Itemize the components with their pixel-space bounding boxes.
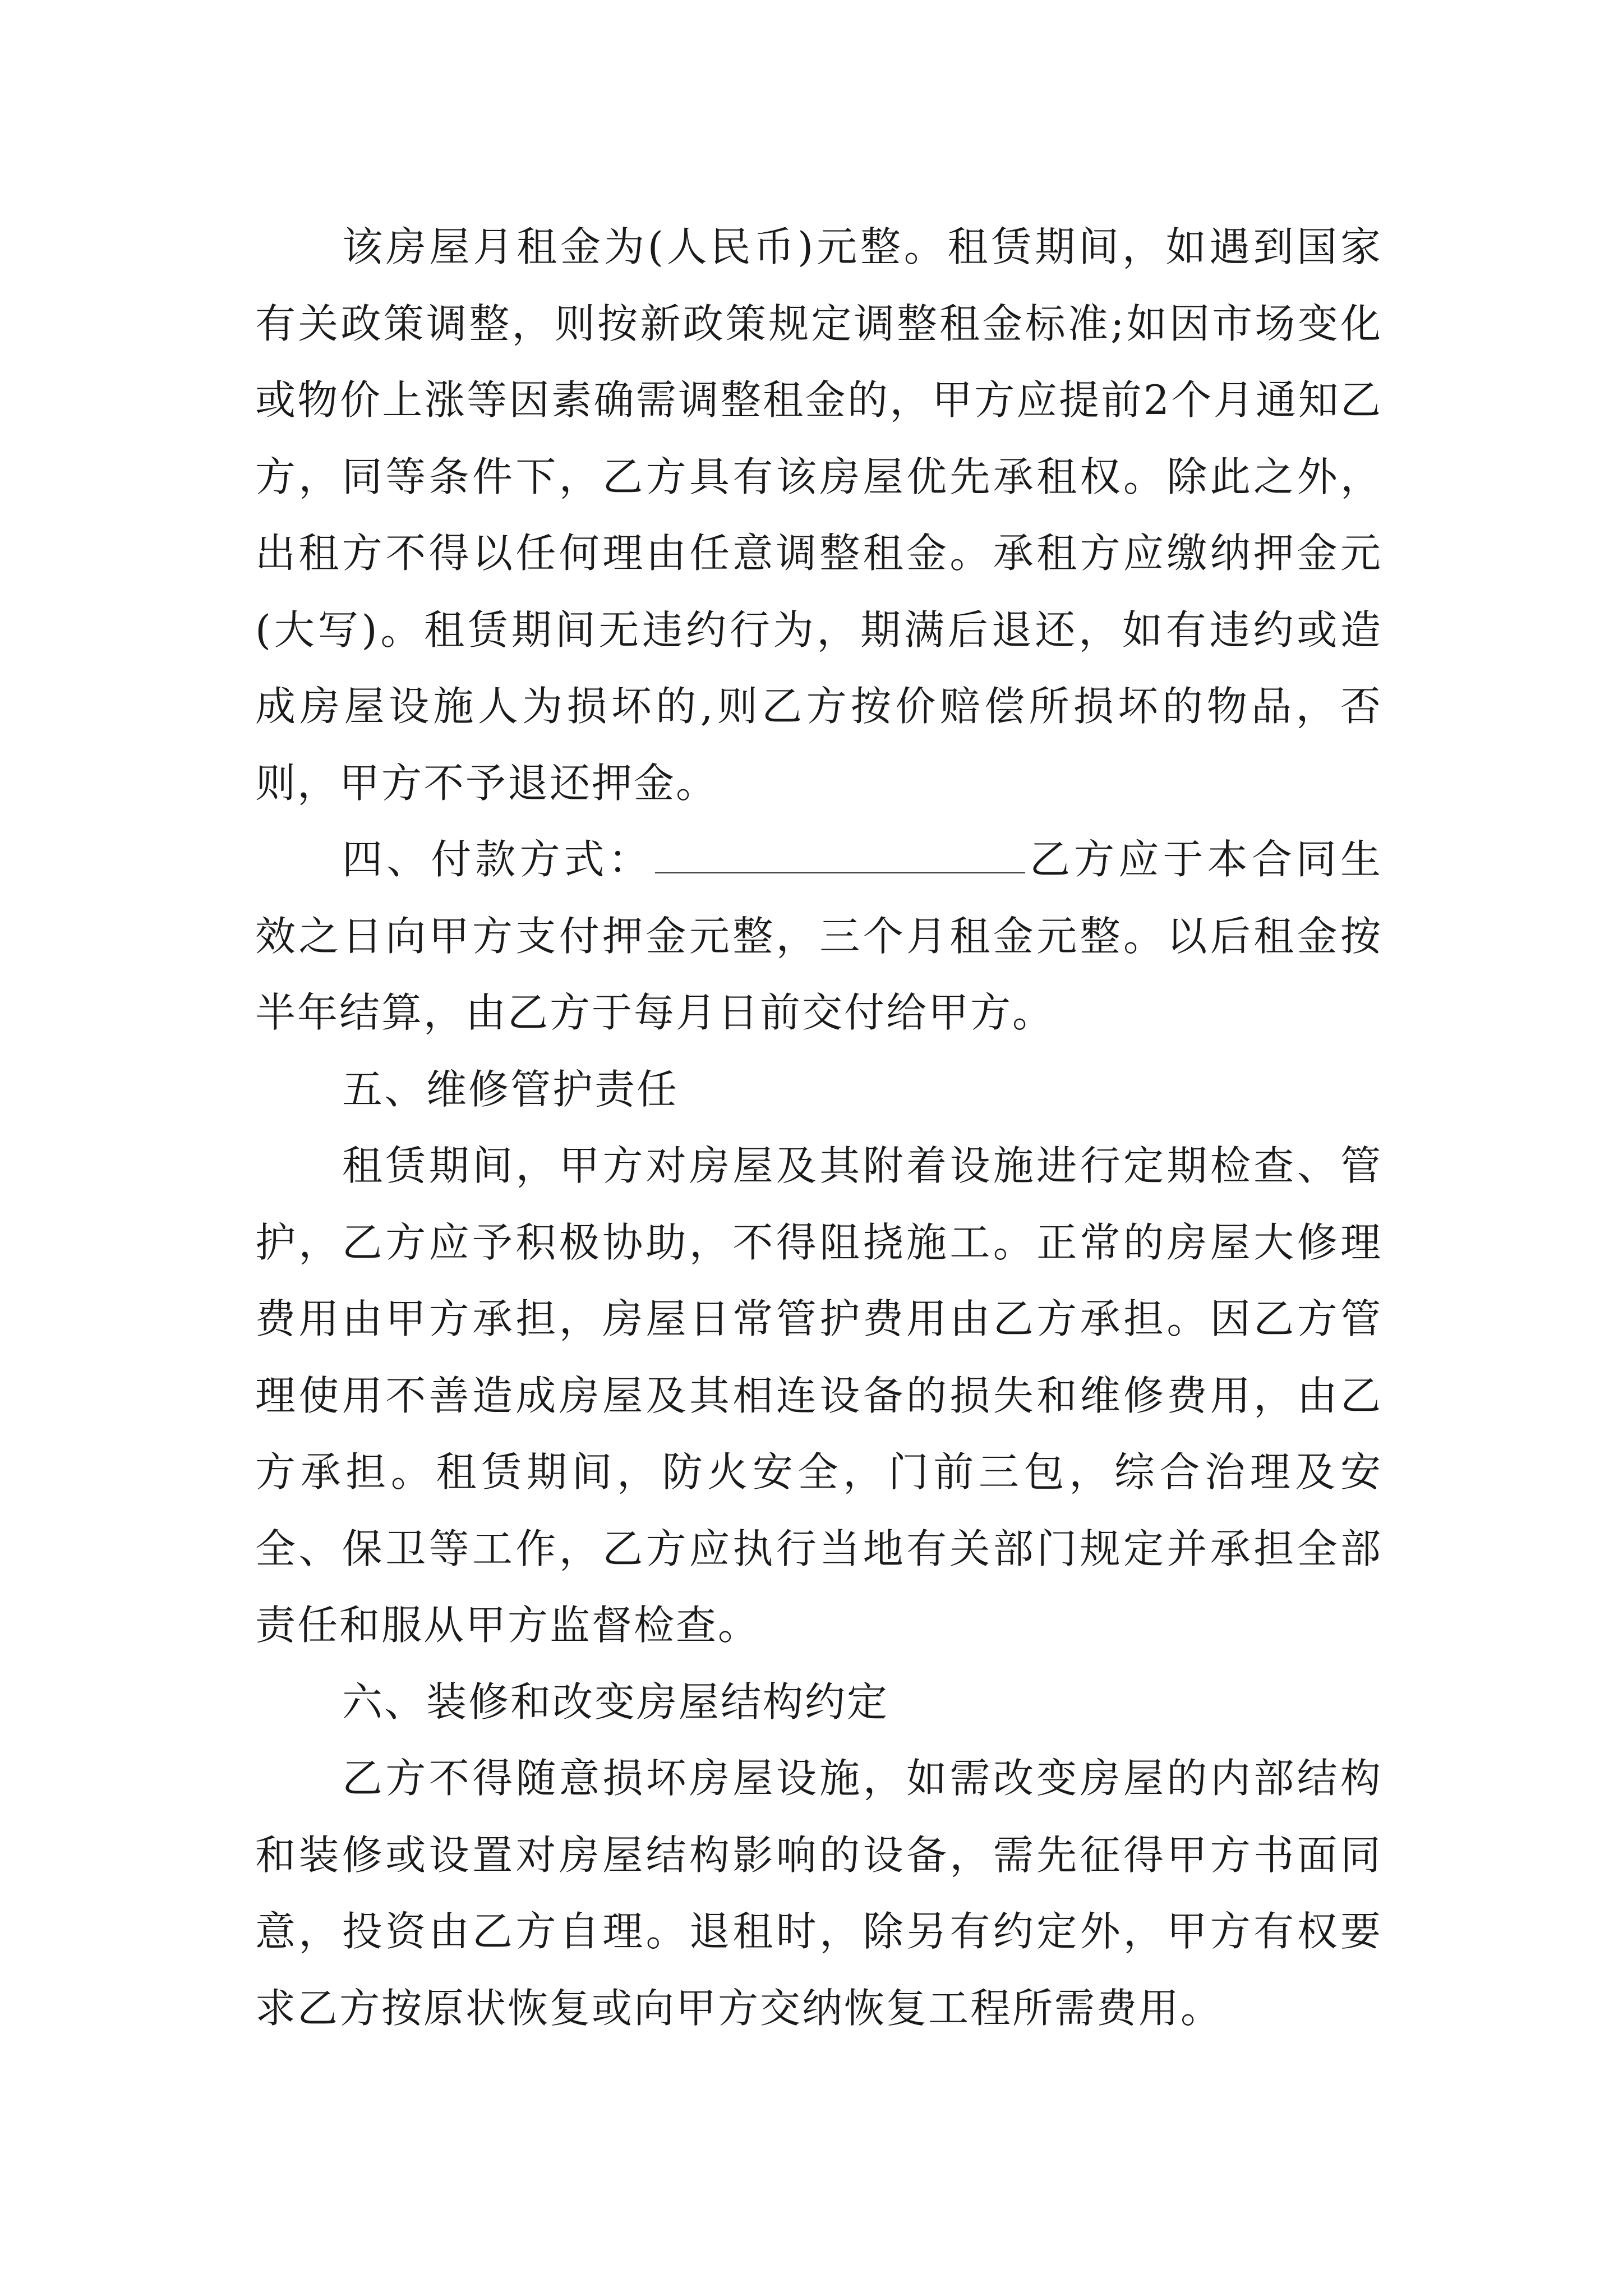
- heading-maintenance: 五、维修管护责任: [342, 1065, 679, 1113]
- paragraph-payment-method: [255, 821, 1382, 1051]
- payment-method-blank-field: [655, 839, 1025, 873]
- paragraph-rent-terms: 该房屋月租金为(人民币)元整。租赁期间，如遇到国家有关政策调整，则按新政策规定调整租金标准;如因市场变化或物价上涨等因素确需调整租金的，甲方应提前2个月通知乙方，同等条件下，乙方具有该房屋优先承租权。除此之外，出租方不得以任何理由任意调整租金。承租方应缴纳押金元(大写)。租赁期间无违约行为，期满后退还，如有违约或造成房屋设施人为损坏的,则乙方按价赔偿所损坏的物品，否则，甲方不予退还押金。: [255, 223, 1382, 807]
- payment-method-label: 四、付款方式：: [342, 836, 653, 883]
- document-body: [255, 209, 1382, 2046]
- heading-renovation: 六、装修和改变房屋结构约定: [342, 1678, 889, 1726]
- payment-method-text: 乙方应于本合同生效之日向甲方支付押金元整，三个月租金元整。以后租金按半年结算，由乙方于每月日前交付给甲方。: [255, 836, 1382, 1036]
- paragraph-maintenance: 租赁期间，甲方对房屋及其附着设施进行定期检查、管护，乙方应予积极协助，不得阻挠施工。正常的房屋大修理费用由甲方承担，房屋日常管护费用由乙方承担。因乙方管理使用不善造成房屋及其相连设备的损失和维修费用，由乙方承担。租赁期间，防火安全，门前三包，综合治理及安全、保卫等工作，乙方应执行当地有关部门规定并承担全部责任和服从甲方监督检查。: [255, 1142, 1382, 1649]
- paragraph-renovation: 乙方不得随意损坏房屋设施，如需改变房屋的内部结构和装修或设置对房屋结构影响的设备，需先征得甲方书面同意，投资由乙方自理。退租时，除另有约定外，甲方有权要求乙方按原状恢复或向甲方交纳恢复工程所需费用。: [255, 1755, 1382, 2032]
